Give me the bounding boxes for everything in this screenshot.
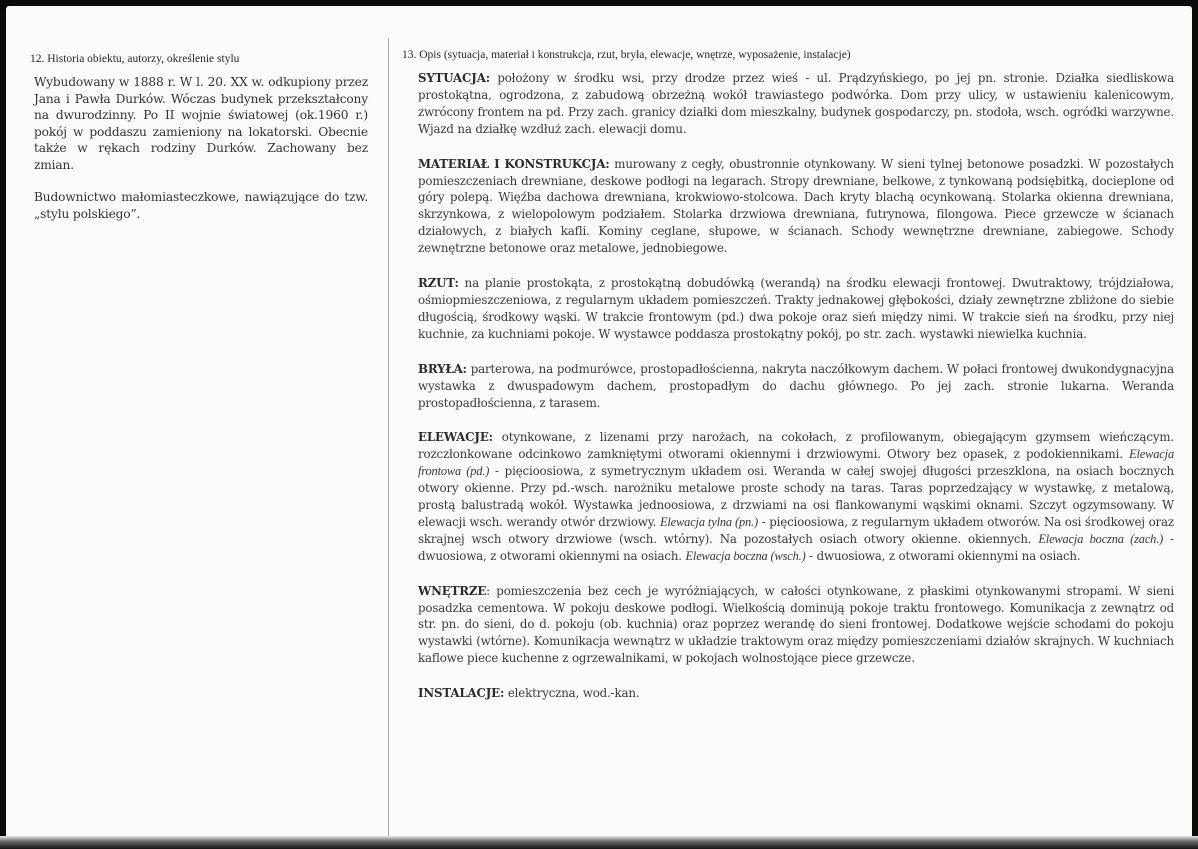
bryla-paragraph: [418, 361, 1174, 412]
scan-bottom-edge: [0, 836, 1198, 849]
rzut-heading: RZUT:: [418, 276, 459, 291]
section-12-label: 12. Historia obiektu, autorzy, określenie stylu: [30, 53, 240, 65]
elewacja-boczna-zach-label: Elewacja boczna (zach.): [1038, 531, 1164, 546]
elewacje-text-1: otynkowane, z lizenami przy narożach, na cokołach, z profilowanym, obiegającym gzymsem wieńczącym. rozczłonkowane odcinkowo zamkniętymi otworami okiennymi i drzwiowymi. Otwory bez opasek, z podokiennikami.: [418, 430, 1174, 462]
elewacja-boczna-wsch-label: Elewacja boczna (wsch.): [685, 548, 806, 563]
bryla-text: parterowa, na podmurówce, prostopadłościenna, nakryta naczółkowym dachem. W połaci frontowej dwukondygnacyjna wystawka z dwuspadowym dachem, prostopadłym do dachu głównego. Po jej zach. stronie lukarna. Weranda prostopadłościenna, z tarasem.: [418, 361, 1174, 410]
elewacje-paragraph: [418, 429, 1174, 564]
elewacje-text-4: - dwuosiowa, z otworami okiennymi na osiach.: [418, 531, 1174, 563]
elewacje-text-5: - dwuosiowa, z otworami okiennymi na osiach.: [805, 548, 1081, 563]
wnetrze-text: : pomieszczenia bez cech je wyróżniających, w całości otynkowane, z płaskimi otynkowanymi stropami. W sieni posadzka cementowa. W pokoju deskowe podłogi. Wielkością dominują pokoje traktu frontowego. Komunikacja z zewnątrz od str. pn. do sieni, do d. pokoju (ob. kuchnia) oraz poprzez werandę do sieni frontowej. Dodatkowe wejście schodami do pokoju wystawki (wtórne). Komunikacja wewnątrz w układzie traktowym oraz między pomieszczeniami działów skrajnych. W kuchniach kaflowe piece kuchenne z ogrzewalnikami, w pokojach wolnostojące piece grzewcze.: [418, 583, 1174, 666]
instalacje-heading: INSTALACJE:: [418, 686, 505, 701]
elewacja-tylna-label: Elewacja tylna (pn.): [659, 514, 758, 529]
wnetrze-paragraph: [418, 583, 1174, 668]
elewacje-text-2: - pięcioosiowa, z symetrycznym układem osi. Weranda w całej swojej długości przeszklona, na osiach bocznych otwory okienne. Przy pd.-wsch. narożniku metalowe proste schody na taras. Taras poprzedzający w wystawkę, z metalową, prostą balustradą wokół. Wystawka jednoosiowa, z drzwiami na osi flankowanymi wąskimi oknami. Szczyt ogzymsowany. W elewacji wsch. werandy otwór drzwiowy.: [418, 464, 1174, 529]
sytuacja-paragraph: [418, 70, 1174, 138]
history-column: [30, 53, 368, 238]
instalacje-paragraph: [418, 685, 1174, 702]
sytuacja-text: położony w środku wsi, przy drodze przez wieś - ul. Prądzyńskiego, po jej pn. stronie. Działka siedliskowa prostokątna, ogrodzona, z zabudową obrzeżną wokół trawiastego podwórka. Dom przy ulicy, w ustawieniu kalenicowym, zwrócony frontem na pd. Przy zach. granicy działki dom mieszkalny, budynek gospodarczy, pn. stodoła, wsch. ogródki warzywne. Wjazd na działkę wzdłuż zach. elewacji domu.: [418, 71, 1174, 136]
material-paragraph: [418, 156, 1174, 257]
elewacje-text-3: - pięcioosiowa, z regularnym układem otworów. Na osi środkowej oraz skrajnej wsch otwory drzwiowe (wsch. wtórny). Na pozostałych osiach otwory okienne. okiennych.: [418, 514, 1174, 546]
elewacje-heading: ELEWACJE:: [418, 430, 493, 445]
elewacja-frontowa-label: Elewacja frontowa (pd.): [418, 447, 1174, 479]
description-column: [402, 49, 1182, 720]
scanned-document-page: [6, 6, 1192, 839]
history-paragraph: Wybudowany w 1888 r. W l. 20. XX w. odkupiony przez Jana i Pawła Durków. Wóczas budynek przekształcony na dwurodzinny. Po II wojnie światowej (ok.1960 r.) pokój w poddaszu zamieniony na lokatorski. Obecnie także w rękach rodziny Durków. Zachowany bez zmian.: [34, 75, 368, 172]
instalacje-text: elektryczna, wod.-kan.: [504, 686, 640, 701]
rzut-text: na planie prostokąta, z prostokątną dobudówką (werandą) na środku elewacji frontowej. Dwutraktowy, trójdziałowa, ośmiopmieszczeniowa, z regularnym układem pomieszczeń. Trakty jednakowej głębokości, działy zewnętrzne zbliżone do siebie długością, środkowy wąski. W trakcie frontowym (pd.) dwa pokoje oraz sień między nimi. W trakcie sień na środku, przy niej kuchnie, za kuchniami pokoje. W wystawce poddasza prostokątny pokój, po str. zach. wystawki niewielka kuchnia.: [418, 276, 1174, 341]
section-13-label: 13. Opis (sytuacja, materiał i konstrukcja, rzut, bryła, elewacje, wnętrze, wyposażenie, instalacje): [402, 49, 851, 61]
column-divider: [388, 38, 389, 839]
material-text: murowany z cegły, obustronnie otynkowany. W sieni tylnej betonowe posadzki. W pozostałych pomieszczeniach drewniane, deskowe podłogi na legarach. Stropy drewniane, belkowe, z tynkowaną podsiębitką, docieplone od góry polepą. Więźba dachowa drewniana, krokwiowo-stolcowa. Dach kryty blachą ocynkowaną. Stolarka okienna drewniana, skrzynkowa, z wielopolowym podziałem. Stolarka drzwiowa drewniana, futrynowa, filongowa. Piece grzewcze w ścianach działowych, z białych kafli. Kominy ceglane, słupowe, w ścianach. Schody wewnętrzne drewniane, zabiegowe. Schody zewnętrzne betonowe oraz metalowe, jednobiegowe.: [418, 156, 1174, 256]
bryla-heading: BRYŁA:: [418, 361, 467, 376]
sytuacja-heading: SYTUACJA:: [418, 71, 490, 85]
material-heading: MATERIAŁ I KONSTRUKCJA:: [418, 156, 610, 171]
wnetrze-heading: WNĘTRZE: [418, 583, 487, 598]
rzut-paragraph: [418, 275, 1174, 343]
style-paragraph: Budownictwo małomiasteczkowe, nawiązujące do tzw. „stylu polskiego”.: [34, 190, 368, 221]
